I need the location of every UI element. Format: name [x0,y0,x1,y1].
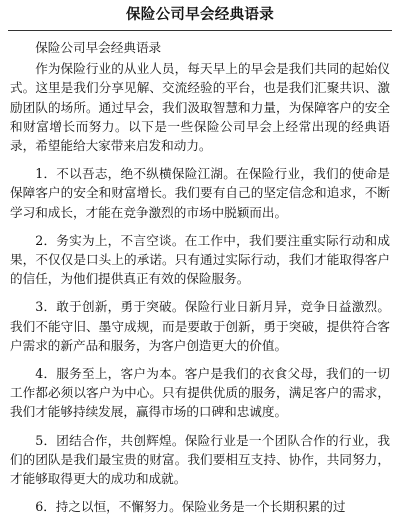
quote-paragraph-3: 3．敢于创新，勇于突破。保险行业日新月异，竞争日益激烈。我们不能守旧、墨守成规，而是要敢于创新，勇于突破，提供符合客户需求的新产品和服务，为客户创造更大的价值。 [10,299,390,353]
title-divider [8,30,392,31]
document-body [10,38,390,516]
intro-paragraph: 作为保险行业的从业人员，每天早上的早会是我们共同的起始仪式。这里是我们分享见解、交流经验的平台，也是我们汇聚共识、激励团队的场所。通过早会，我们汲取智慧和力量，为保障客户的安全和财富增长而努力。以下是一些保险公司早会上经常出现的经典语录，希望能给大家带来启发和动力。 [10,61,390,154]
document-subtitle: 保险公司早会经典语录 [35,40,162,55]
quote-paragraph-1: 1．不以吾志，绝不纵横保险江湖。在保险行业，我们的使命是保障客户的安全和财富增长。我们要有自己的坚定信念和追求，不断学习和成长，才能在竞争激烈的市场中脱颖而出。 [10,166,390,220]
quote-paragraph-2: 2．务实为上，不言空谈。在工作中，我们要注重实际行动和成果，不仅仅是口头上的承诺。只有通过实际行动，我们才能取得客户的信任，为他们提供真正有效的保险服务。 [10,232,390,287]
page-title: 保险公司早会经典语录 [126,6,274,23]
quote-paragraph-4: 4．服务至上，客户为本。客户是我们的衣食父母，我们的一切工作都必须以客户为中心。只有提供优质的服务，满足客户的需求，我们才能够持续发展，赢得市场的口碑和忠诚度。 [10,366,390,420]
quote-paragraph-6: 6．持之以恒，不懈努力。保险业务是一个长期积累的过 [35,499,346,515]
quote-paragraph-5: 5．团结合作，共创辉煌。保险行业是一个团队合作的行业，我们的团队是我们最宝贵的财富。我们要相互支持、协作，共同努力，才能够取得更大的成功和成就。 [10,432,390,487]
